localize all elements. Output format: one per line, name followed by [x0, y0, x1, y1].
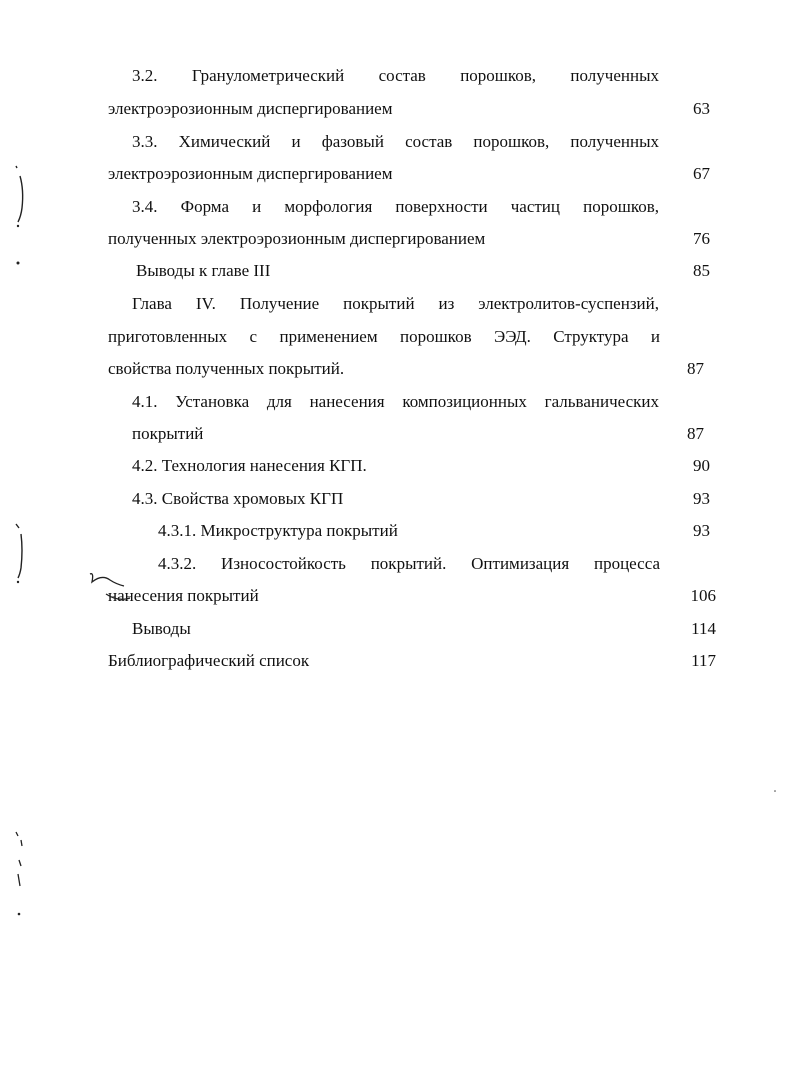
- toc-entry-text: 4.3.2. Износостойкость покрытий. Оптимизация процесса: [158, 554, 660, 573]
- toc-entry-4-3-2-line-2: [108, 580, 714, 612]
- toc-entry-text: Глава IV. Получение покрытий из электролитов-суспензий,: [132, 294, 659, 313]
- toc-page-number: 106: [690, 586, 716, 605]
- toc-entry-4-1-line-2: [108, 418, 714, 450]
- toc-page-number: 87: [687, 359, 704, 378]
- toc-page-number: 67: [693, 164, 710, 183]
- toc-entry-bibliography: [108, 645, 714, 677]
- scan-binding-mark: [10, 830, 30, 920]
- scan-speck-mark: [12, 255, 32, 275]
- toc-page-number: 117: [691, 651, 716, 670]
- toc-entry-text: покрытий: [132, 424, 204, 443]
- toc-entry-chapter-4-line-3: [108, 353, 714, 385]
- toc-page-number: 63: [693, 99, 710, 118]
- toc-entry-3-3-line-1: [108, 126, 714, 158]
- toc-page-number: 93: [693, 521, 710, 540]
- toc-entry-text: электроэрозионным диспергированием: [108, 99, 393, 118]
- toc-entry-conclusions: [108, 613, 714, 645]
- toc-entry-chapter-4-line-2: [108, 321, 714, 353]
- toc-entry-text: электроэрозионным диспергированием: [108, 164, 393, 183]
- toc-entry-3-2-line-1: [108, 60, 714, 92]
- toc-page-number: 85: [693, 261, 710, 280]
- toc-entry-text: 3.3. Химический и фазовый состав порошков, полученных: [132, 132, 659, 151]
- toc-entry-4-3-1: [108, 515, 714, 547]
- toc-entry-chapter-4-line-1: [108, 288, 714, 320]
- toc-entry-text: полученных электроэрозионным диспергированием: [108, 229, 486, 248]
- toc-entry-text: 4.3.1. Микроструктура покрытий: [158, 521, 398, 540]
- scan-speck-mark: [770, 786, 780, 796]
- toc-entry-4-1-line-1: [108, 386, 714, 418]
- toc-entry-text: Выводы к главе III: [136, 261, 271, 280]
- toc-page-number: 114: [691, 619, 716, 638]
- toc-entry-text: 4.2. Технология нанесения КГП.: [132, 456, 367, 475]
- toc-entry-text: 3.4. Форма и морфология поверхности частиц порошков,: [132, 197, 659, 216]
- toc-page-number: 90: [693, 456, 710, 475]
- toc-page-number: 76: [693, 229, 710, 248]
- handwritten-scribble-mark: [84, 568, 144, 608]
- scan-binding-mark: [10, 160, 30, 240]
- toc-entry-3-4-line-1: [108, 191, 714, 223]
- toc-page-number: 87: [687, 424, 704, 443]
- toc-entry-text: нанесения покрытий: [108, 586, 259, 605]
- toc-entry-3-3-line-2: [108, 158, 714, 190]
- toc-entry-4-3: [108, 483, 714, 515]
- toc-entry-text: 4.1. Установка для нанесения композиционных гальванических: [132, 392, 659, 411]
- toc-entry-text: Библиографический список: [108, 651, 310, 670]
- toc-page-number: 93: [693, 489, 710, 508]
- toc-entry-4-2: [108, 450, 714, 482]
- toc-entry-text: 4.3. Свойства хромовых КГП: [132, 489, 344, 508]
- toc-entry-text: Выводы: [132, 619, 191, 638]
- toc-entry-conclusions-ch3: [108, 255, 714, 287]
- toc-entry-text: 3.2. Гранулометрический состав порошков, полученных: [132, 66, 659, 85]
- toc-entry-3-4-line-2: [108, 223, 714, 255]
- toc-entry-3-2-line-2: [108, 93, 714, 125]
- toc-entry-text: свойства полученных покрытий.: [108, 359, 345, 378]
- scan-binding-mark: [10, 520, 30, 600]
- toc-entry-4-3-2-line-1: [108, 548, 714, 580]
- toc-entry-text: приготовленных с применением порошков ЭЭД. Структура и: [108, 327, 660, 346]
